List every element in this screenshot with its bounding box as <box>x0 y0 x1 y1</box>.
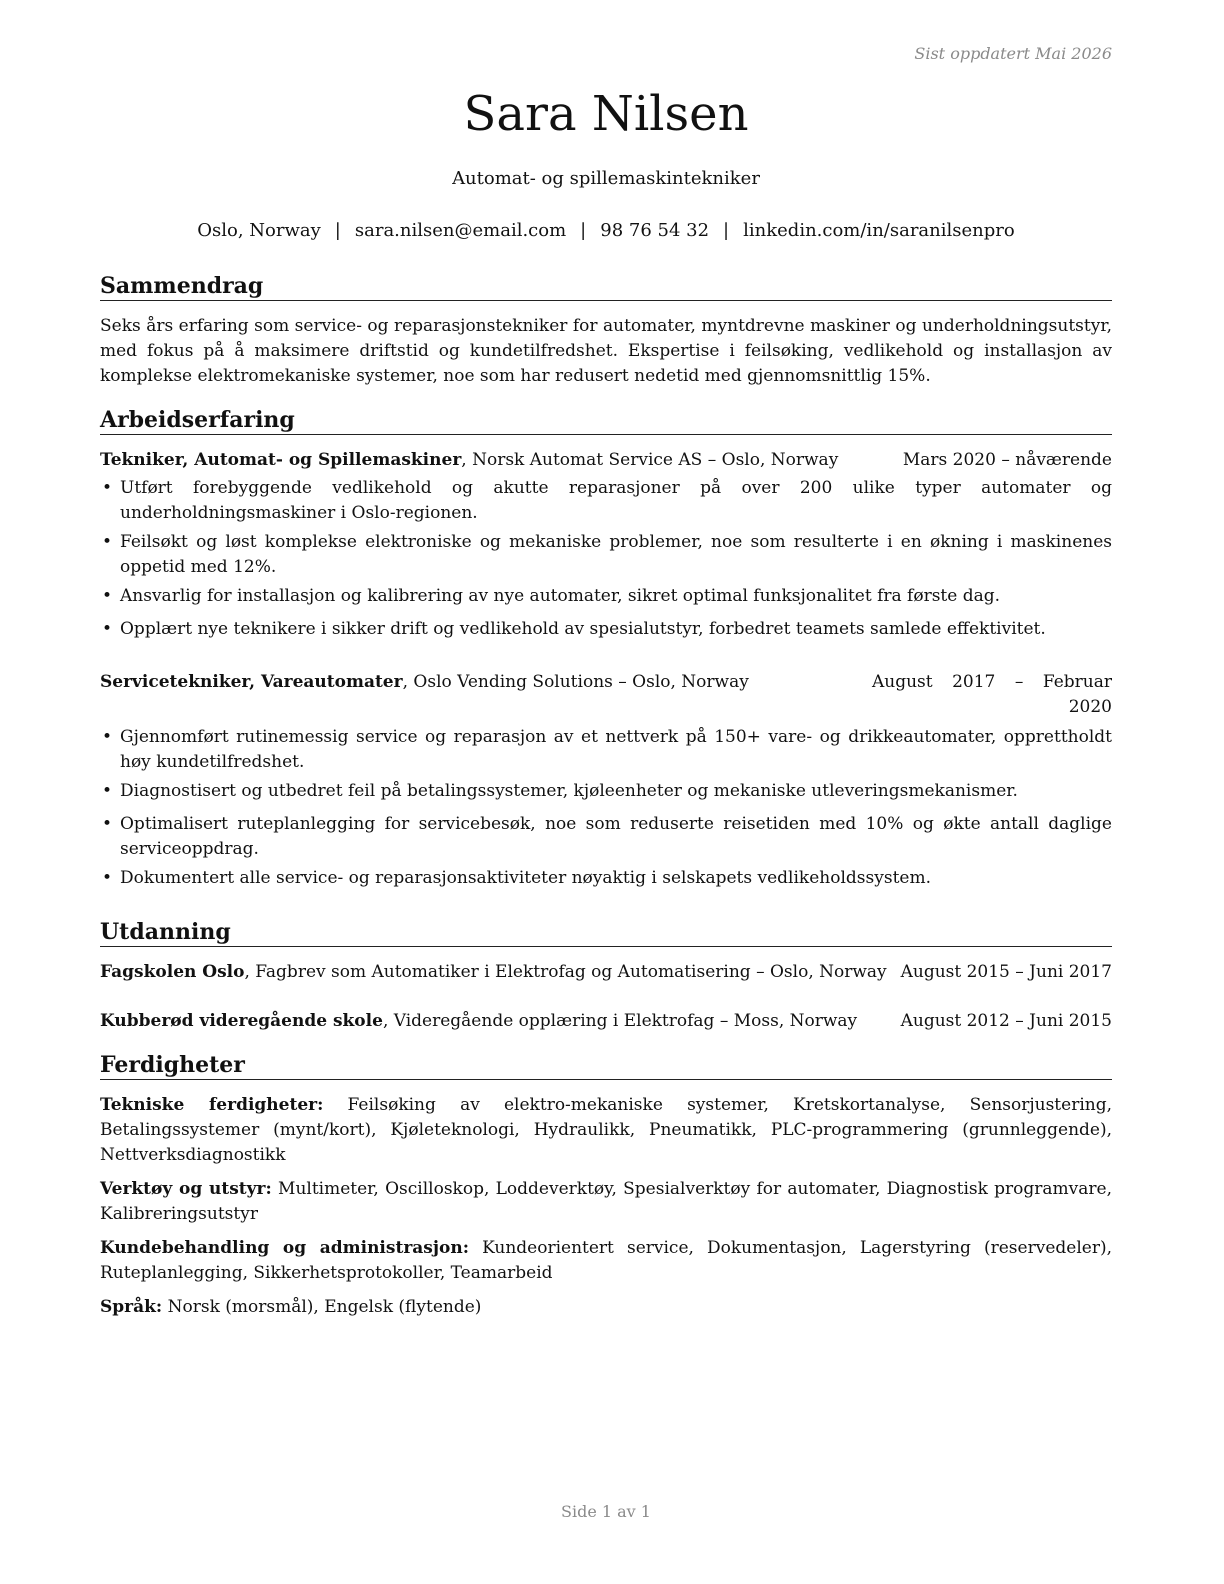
page-number: Side 1 av 1 <box>561 1502 651 1521</box>
section-heading-education: Utdanning <box>100 918 1112 947</box>
contact-separator: | <box>334 220 341 241</box>
contact-separator: | <box>723 220 730 241</box>
contact-phone: 98 76 54 32 <box>600 220 710 241</box>
skill-text: Feilsøking av elektro-mekaniske systemer, Kretskortanalyse, Sensorjustering, Betalingssystemer (mynt/kort), Kjøleteknologi, Hydraulikk, Pneumatikk, PLC-programmering (grunnleggende), Nettverksdiagnostikk <box>100 1095 1112 1165</box>
contact-separator: | <box>580 220 587 241</box>
education-dates: August 2012 – Juni 2015 <box>900 1011 1112 1031</box>
list-item: • Gjennomført rutinemessig service og reparasjon av et nettverk på 150+ vare- og drikkeautomater, opprettholdt høy kundetilfredshet. <box>100 725 1112 775</box>
list-item: • Dokumentert alle service- og reparasjonsaktiviteter nøyaktig i selskapets vedlikeholdssystem. <box>100 866 1112 891</box>
skill-group <box>100 1177 1112 1227</box>
skill-label: Kundebehandling og administrasjon: <box>100 1238 469 1258</box>
list-item: • Ansvarlig for installasjon og kalibrering av nye automater, sikret optimal funksjonalitet fra første dag. <box>100 584 1112 609</box>
job-title: Tekniker, Automat- og Spillemaskiner <box>100 450 462 470</box>
summary-text: Seks års erfaring som service- og reparasjonstekniker for automater, myntdrevne maskiner og underholdningsutstyr, med fokus på å maksimere driftstid og kundetilfredshet. Ekspertise i feilsøking, vedlikehold og installasjon av komplekse elektromekaniske systemer, noe som har redusert nedetid med gjennomsnittlig 15%. <box>100 316 1112 386</box>
list-item: • Opplært nye teknikere i sikker drift og vedlikehold av spesialutstyr, forbedret teamets samlede effektivitet. <box>100 617 1112 642</box>
skill-group <box>100 1236 1112 1286</box>
section-heading-summary: Sammendrag <box>100 272 1112 301</box>
education-section <box>100 918 1112 1034</box>
job-bullets <box>100 476 1112 642</box>
skill-group <box>100 1093 1112 1168</box>
job-dates: August 2017 – Februar 2020 <box>872 672 1112 717</box>
job-dates: Mars 2020 – nåværende <box>902 450 1112 470</box>
skill-text: Norsk (morsmål), Engelsk (flytende) <box>162 1297 482 1317</box>
education-school: Kubberød videregående skole <box>100 1011 383 1031</box>
education-school: Fagskolen Oslo <box>100 962 245 982</box>
skill-text: Multimeter, Oscilloskop, Loddeverktøy, Spesialverktøy for automater, Diagnostisk programvare, Kalibreringsutstyr <box>100 1179 1113 1224</box>
job-title: Servicetekniker, Vareautomater <box>100 672 403 692</box>
education-entry <box>100 1009 1112 1034</box>
job-bullets <box>100 725 1112 891</box>
job-header <box>100 670 1112 720</box>
job-employer: , Norsk Automat Service AS – Oslo, Norway <box>461 450 839 470</box>
skill-group <box>100 1295 1112 1320</box>
list-item: • Utført forebyggende vedlikehold og akutte reparasjoner på over 200 ulike typer automater og underholdningsmaskiner i Oslo-regionen. <box>100 476 1112 526</box>
contact-location: Oslo, Norway <box>197 220 321 241</box>
list-item: • Feilsøkt og løst komplekse elektroniske og mekaniske problemer, noe som resulterte i en økning i maskinenes oppetid med 12%. <box>100 530 1112 580</box>
education-entry <box>100 960 1112 985</box>
job-employer: , Oslo Vending Solutions – Oslo, Norway <box>402 672 749 692</box>
education-detail: , Fagbrev som Automatiker i Elektrofag og Automatisering – Oslo, Norway <box>244 962 887 982</box>
contact-linkedin: linkedin.com/in/saranilsenpro <box>743 220 1015 241</box>
skills-section <box>100 1051 1112 1320</box>
skill-label: Språk: <box>100 1297 163 1317</box>
section-heading-skills: Ferdigheter <box>100 1051 1112 1080</box>
contact-line <box>100 220 1112 241</box>
education-dates: August 2015 – Juni 2017 <box>900 962 1112 982</box>
skill-label: Tekniske ferdigheter: <box>100 1095 324 1115</box>
candidate-name: Sara Nilsen <box>463 86 749 142</box>
contact-email: sara.nilsen@email.com <box>354 220 567 241</box>
education-detail: , Videregående opplæring i Elektrofag – Moss, Norway <box>382 1011 858 1031</box>
skill-label: Verktøy og utstyr: <box>100 1179 272 1199</box>
resume-page <box>100 0 1112 1584</box>
section-heading-experience: Arbeidserfaring <box>100 406 1112 435</box>
candidate-role: Automat- og spillemaskintekniker <box>452 168 760 189</box>
experience-section <box>100 406 1112 891</box>
job-header <box>100 448 1112 473</box>
skill-text: Kundeorientert service, Dokumentasjon, Lagerstyring (reservedeler), Ruteplanlegging, Sikkerhetsprotokoller, Teamarbeid <box>100 1238 1112 1283</box>
last-updated: Sist oppdatert Mai 2026 <box>914 44 1112 63</box>
list-item: • Diagnostisert og utbedret feil på betalingssystemer, kjøleenheter og mekaniske utleveringsmekanismer. <box>100 779 1112 804</box>
summary-section <box>100 272 1112 389</box>
list-item: • Optimalisert ruteplanlegging for servicebesøk, noe som reduserte reisetiden med 10% og økte antall daglige serviceoppdrag. <box>100 812 1112 862</box>
